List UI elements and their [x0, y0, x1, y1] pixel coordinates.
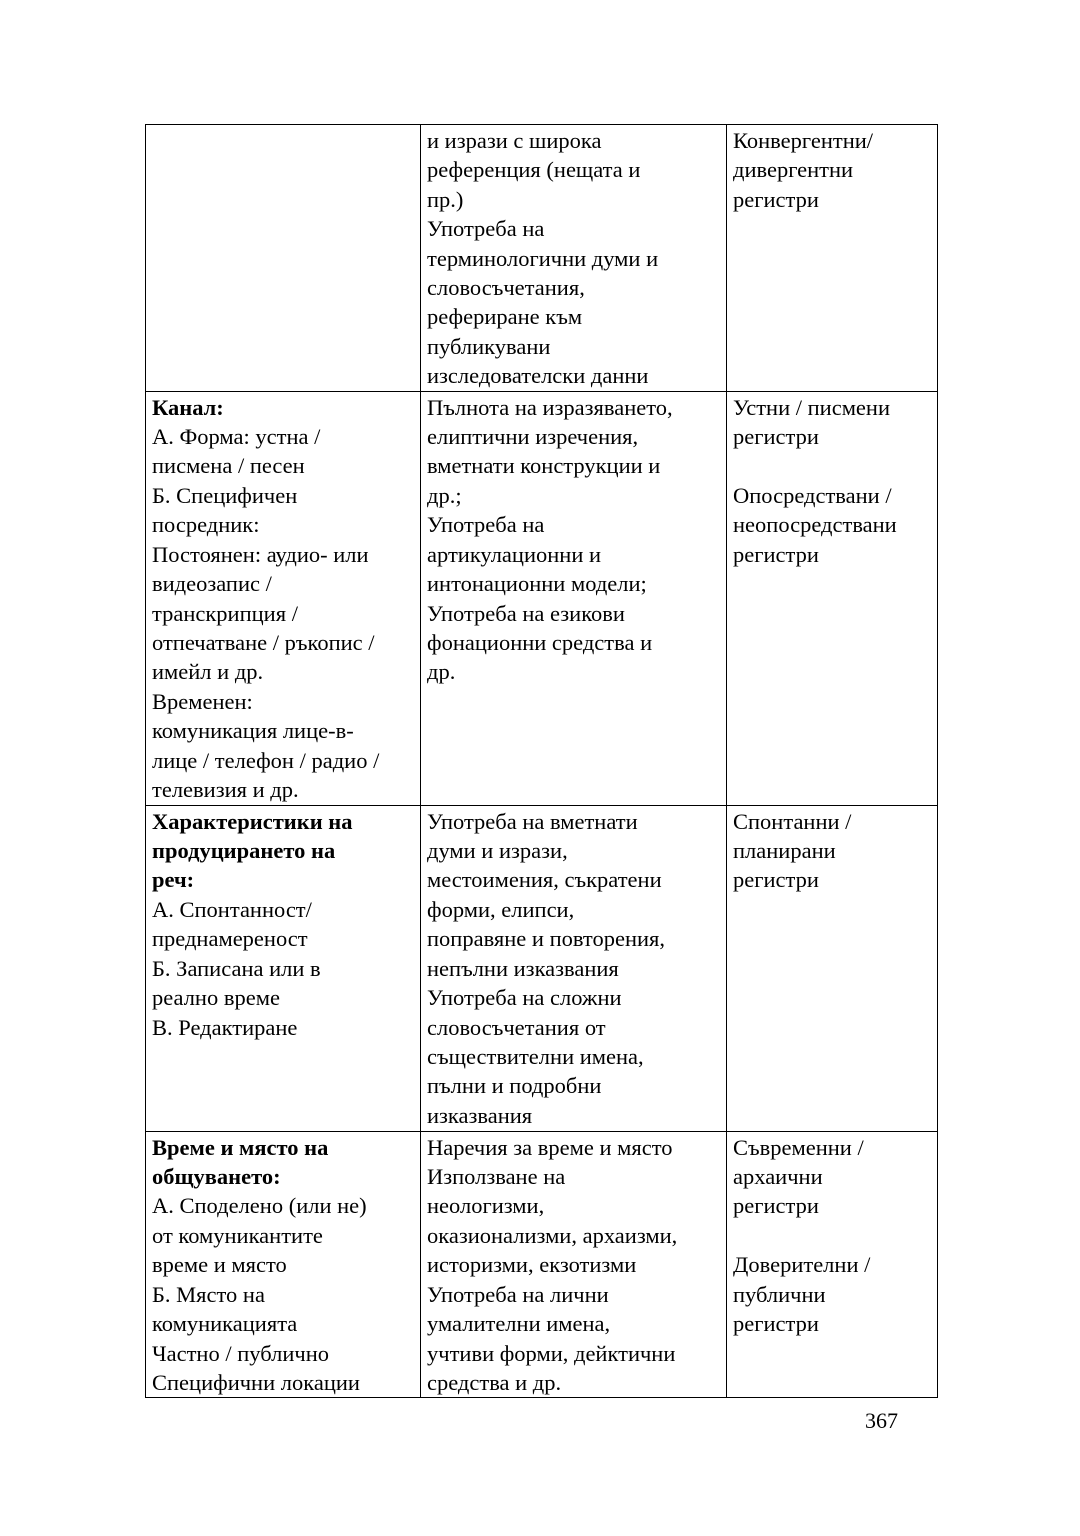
row1-feature-line: рефериране към [427, 304, 583, 330]
row2-feature-line: вметнати конструкции и [427, 453, 661, 479]
row1-register-line: дивергентни [733, 157, 854, 183]
row3-feature-line: думи и изрази, [427, 838, 568, 864]
row2-feature-line: артикулационни и [427, 541, 602, 567]
row2-feature-line: елиптични изречения, [427, 424, 639, 450]
table-row [146, 805, 938, 1131]
row4-register-line: публични [733, 1281, 826, 1307]
row3-feature-line: форми, елипси, [427, 896, 575, 922]
row2-feature-line: др.; [427, 482, 462, 508]
row2-parameter-cell [146, 391, 421, 805]
row3-heading: Характеристики на [152, 808, 353, 834]
row3-register-line: Спонтанни / [733, 808, 852, 834]
row1-feature-line: Употреба на [427, 216, 545, 242]
row4-heading: Време и място на [152, 1134, 329, 1160]
row2-parameter-line: лице / телефон / радио / [152, 747, 380, 773]
row4-parameter-line: Б. Място на [152, 1281, 265, 1307]
row2-register-line: регистри [733, 424, 819, 450]
row4-register-line: архаични [733, 1164, 823, 1190]
row2-parameter-line: посредник: [152, 512, 260, 538]
row4-parameter-cell [146, 1131, 421, 1398]
row2-parameter-line: телевизия и др. [152, 776, 299, 802]
row2-register-line: неопосредствани [733, 512, 897, 538]
row3-features-cell [421, 805, 727, 1131]
row1-parameter-cell [146, 125, 421, 392]
row4-register-line: Доверителни / [733, 1252, 871, 1278]
row4-register-line: регистри [733, 1193, 819, 1219]
row2-parameter-line: Б. Специфичен [152, 482, 298, 508]
row2-register-line: Устни / писмени [733, 394, 891, 420]
row4-register-line: Съвременни / [733, 1134, 864, 1160]
row2-parameter-line: писмена / песен [152, 453, 305, 479]
row4-parameter-line: А. Споделено (или не) [152, 1193, 367, 1219]
row2-register-line: Опосредствани / [733, 482, 892, 508]
row3-heading: реч: [152, 867, 195, 893]
row2-features-cell [421, 391, 727, 805]
row2-parameter-line: отпечатване / ръкопис / [152, 629, 375, 655]
row3-feature-line: Употреба на вметнати [427, 808, 638, 834]
row2-registers-cell [727, 391, 938, 805]
spacer [733, 451, 933, 480]
row2-parameter-line: имейл и др. [152, 659, 264, 685]
row2-register-line: регистри [733, 541, 819, 567]
row4-parameter-line: време и място [152, 1252, 287, 1278]
row2-feature-line: интонационни модели; [427, 571, 647, 597]
row4-parameter-line: Частно / публично [152, 1340, 329, 1366]
row2-feature-line: Употреба на [427, 512, 545, 538]
row2-parameter-line: видеозапис / [152, 571, 272, 597]
row3-register-line: планирани [733, 838, 836, 864]
row3-feature-line: изказвания [427, 1102, 533, 1128]
register-table [145, 124, 938, 1398]
row1-feature-line: публикувани [427, 333, 551, 359]
row2-heading: Канал: [152, 394, 224, 420]
row4-feature-line: оказионализми, архаизми, [427, 1222, 678, 1248]
row4-register-line: регистри [733, 1311, 819, 1337]
table-row [146, 391, 938, 805]
row4-feature-line: Наречия за време и място [427, 1134, 673, 1160]
table-row [146, 1131, 938, 1398]
row2-parameter-line: транскрипция / [152, 600, 298, 626]
page-number: 367 [865, 1408, 898, 1433]
row1-feature-line: словосъчетания, [427, 275, 585, 301]
row3-feature-line: поправяне и повторения, [427, 926, 665, 952]
row2-feature-line: Пълнота на изразяването, [427, 394, 673, 420]
row4-feature-line: Използване на [427, 1164, 566, 1190]
row4-parameter-line: от комуникантите [152, 1222, 323, 1248]
row2-feature-line: Употреба на езикови [427, 600, 625, 626]
row2-parameter-line: А. Форма: устна / [152, 424, 321, 450]
row4-feature-line: учтиви форми, дейктични [427, 1340, 676, 1366]
row1-feature-line: и изрази с широка [427, 128, 602, 153]
row3-feature-line: непълни изказвания [427, 955, 619, 981]
row1-feature-line: пр.) [427, 186, 464, 212]
row2-parameter-line: Временен: [152, 688, 253, 714]
row4-feature-line: историзми, екзотизми [427, 1252, 637, 1278]
row4-features-cell [421, 1131, 727, 1398]
row4-registers-cell [727, 1131, 938, 1398]
row4-feature-line: средства и др. [427, 1369, 562, 1395]
row3-feature-line: Употреба на сложни [427, 985, 622, 1011]
row4-parameter-line: комуникацията [152, 1311, 298, 1337]
row4-parameter-line: Специфични локации [152, 1369, 360, 1395]
row3-feature-line: местоимения, съкратени [427, 867, 662, 893]
row2-parameter-line: комуникация лице-в- [152, 718, 354, 744]
row2-feature-line: др. [427, 659, 456, 685]
row3-parameter-line: А. Спонтанност/ [152, 896, 312, 922]
row4-feature-line: неологизми, [427, 1193, 545, 1219]
row2-feature-line: фонационни средства и [427, 629, 653, 655]
row2-parameter-line: Постоянен: аудио- или [152, 541, 369, 567]
row3-parameter-line: реално време [152, 985, 280, 1011]
row3-parameter-line: Б. Записана или в [152, 955, 321, 981]
row1-feature-line: изследователски данни [427, 363, 649, 389]
spacer [733, 1221, 933, 1250]
row4-feature-line: умалителни имена, [427, 1311, 611, 1337]
row1-registers-cell [727, 125, 938, 392]
row3-feature-line: словосъчетания от [427, 1014, 606, 1040]
row4-feature-line: Употреба на лични [427, 1281, 609, 1307]
row3-parameter-line: преднамереност [152, 926, 308, 952]
row3-parameter-line: В. Редактиране [152, 1014, 298, 1040]
table-row [146, 125, 938, 392]
row3-feature-line: пълни и подробни [427, 1073, 602, 1099]
row3-register-line: регистри [733, 867, 819, 893]
row4-heading: общуването: [152, 1164, 281, 1190]
row1-feature-line: терминологични думи и [427, 245, 659, 271]
row3-parameter-cell [146, 805, 421, 1131]
row1-features-cell [421, 125, 727, 392]
row1-register-line: Конвергентни/ [733, 128, 874, 153]
row3-feature-line: съществителни имена, [427, 1043, 644, 1069]
row1-feature-line: референция (нещата и [427, 157, 641, 183]
row3-registers-cell [727, 805, 938, 1131]
row3-heading: продуцирането на [152, 838, 336, 864]
row1-register-line: регистри [733, 186, 819, 212]
